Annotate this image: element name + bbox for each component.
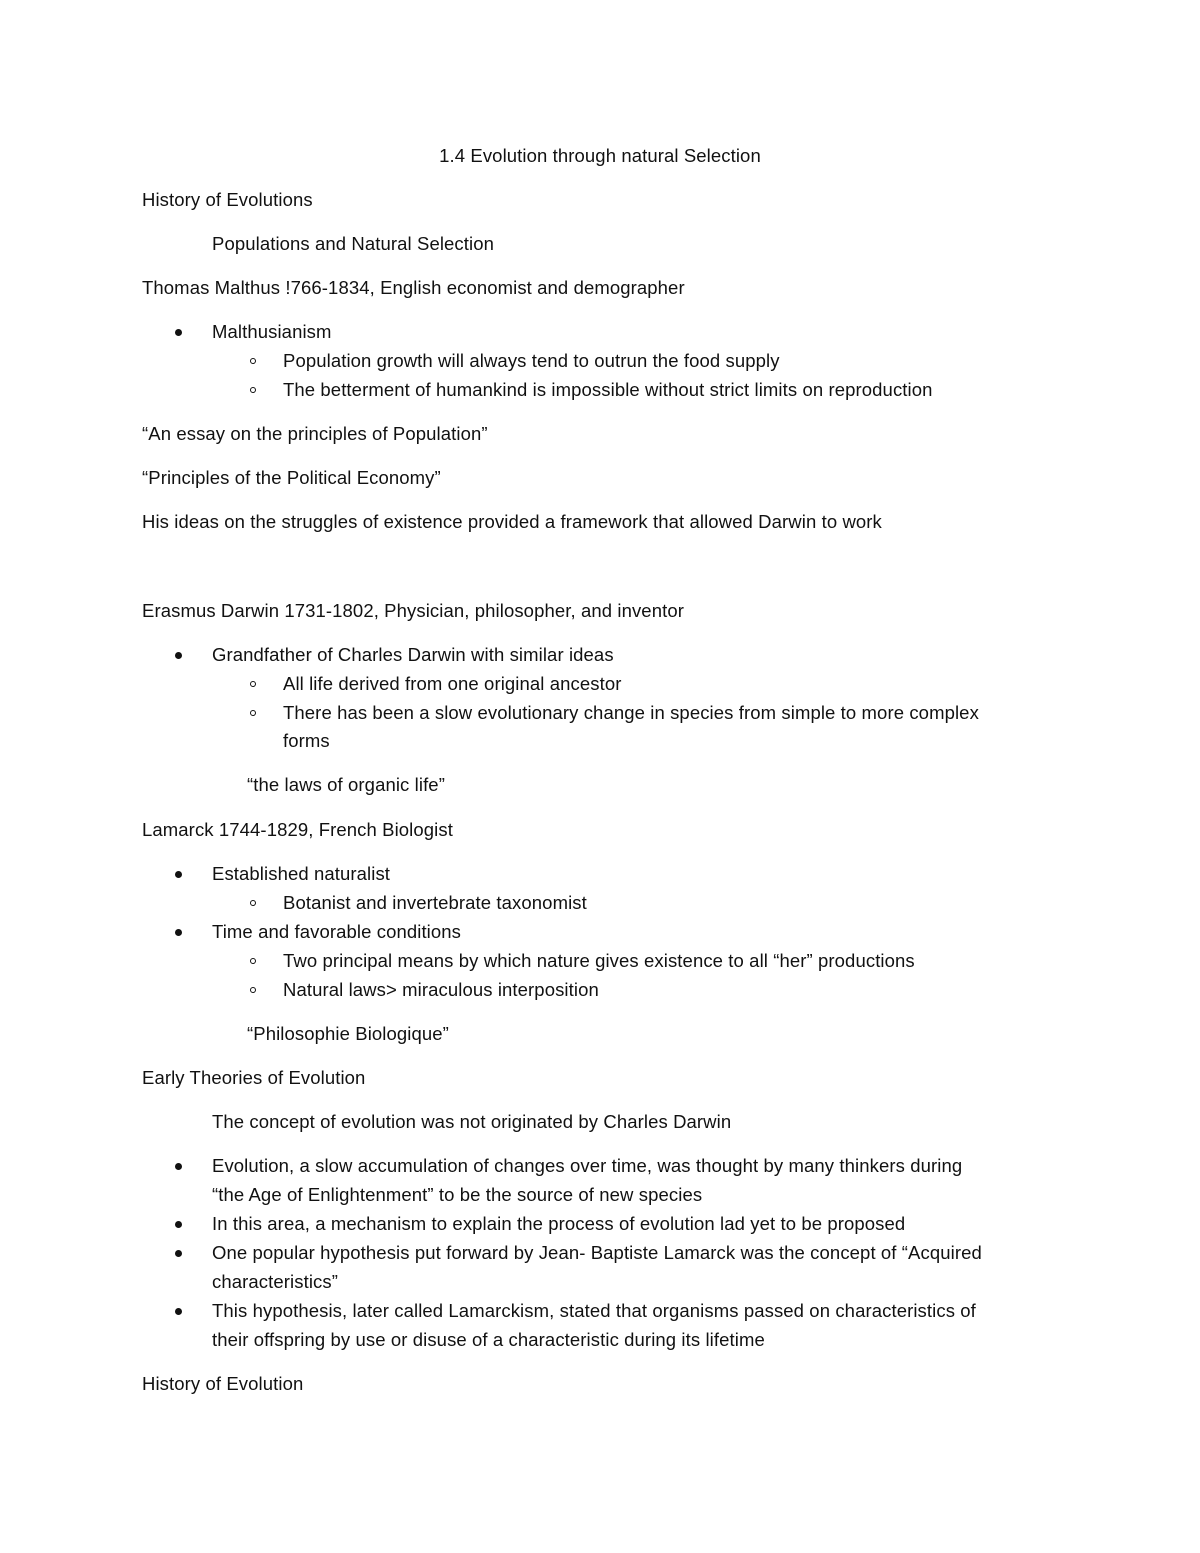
sub-bullet-icon (250, 987, 256, 993)
page-title: 1.4 Evolution through natural Selection (439, 145, 761, 166)
populations-subheading: Populations and Natural Selection (212, 233, 495, 254)
bullet-icon (175, 929, 182, 936)
sub-bullet-icon (250, 900, 256, 906)
malthus-work-2: “Principles of the Political Economy” (142, 467, 441, 488)
early-bullet-1-line-2: “the Age of Enlightenment” to be the source of new species (212, 1184, 703, 1205)
final-heading: History of Evolution (142, 1373, 304, 1394)
malthus-sub-2: The betterment of humankind is impossible without strict limits on reproduction (283, 379, 933, 400)
erasmus-bullet: Grandfather of Charles Darwin with similar ideas (212, 644, 614, 665)
malthus-work-1: “An essay on the principles of Population” (142, 423, 488, 444)
malthus-sub-1: Population growth will always tend to outrun the food supply (283, 350, 780, 371)
lamarck-heading: Lamarck 1744-1829, French Biologist (142, 819, 453, 840)
erasmus-sub-2-line-1: There has been a slow evolutionary change in species from simple to more complex (283, 702, 979, 723)
history-heading: History of Evolutions (142, 189, 313, 210)
early-bullet-4-line-1: This hypothesis, later called Lamarckism, stated that organisms passed on characteristics of (212, 1300, 976, 1321)
early-bullet-2: In this area, a mechanism to explain the process of evolution lad yet to be proposed (212, 1213, 906, 1234)
bullet-icon (175, 329, 182, 336)
early-bullet-3-line-1: One popular hypothesis put forward by Jean- Baptiste Lamarck was the concept of “Acquired (212, 1242, 982, 1263)
early-bullet-4-line-2: their offspring by use or disuse of a characteristic during its lifetime (212, 1329, 765, 1350)
early-bullet-3-line-2: characteristics” (212, 1271, 338, 1292)
malthus-summary: His ideas on the struggles of existence provided a framework that allowed Darwin to work (142, 511, 882, 532)
lamarck-bullet-1: Established naturalist (212, 863, 391, 884)
bullet-icon (175, 652, 182, 659)
sub-bullet-icon (250, 681, 256, 687)
early-heading: Early Theories of Evolution (142, 1067, 366, 1088)
bullet-icon (175, 1163, 182, 1170)
lamarck-bullet-2: Time and favorable conditions (212, 921, 462, 942)
lamarck-bullet-1-sub: Botanist and invertebrate taxonomist (283, 892, 587, 913)
erasmus-heading: Erasmus Darwin 1731-1802, Physician, philosopher, and inventor (142, 600, 684, 621)
erasmus-sub-2-line-2: forms (283, 730, 330, 751)
sub-bullet-icon (250, 358, 256, 364)
malthus-bullet: Malthusianism (212, 321, 332, 342)
bullet-icon (175, 1250, 182, 1257)
early-bullet-1-line-1: Evolution, a slow accumulation of changes over time, was thought by many thinkers during (212, 1155, 963, 1176)
sub-bullet-icon (250, 958, 256, 964)
early-intro: The concept of evolution was not originated by Charles Darwin (212, 1111, 732, 1132)
malthus-heading: Thomas Malthus !766-1834, English economist and demographer (142, 277, 685, 298)
bullet-icon (175, 1221, 182, 1228)
sub-bullet-icon (250, 710, 256, 716)
erasmus-work: “the laws of organic life” (247, 774, 445, 795)
erasmus-sub-1: All life derived from one original ancestor (283, 673, 622, 694)
sub-bullet-icon (250, 387, 256, 393)
lamarck-bullet-2-sub-1: Two principal means by which nature gives existence to all “her” productions (283, 950, 915, 971)
bullet-icon (175, 871, 182, 878)
lamarck-bullet-2-sub-2: Natural laws> miraculous interposition (283, 979, 599, 1000)
bullet-icon (175, 1308, 182, 1315)
lamarck-work: “Philosophie Biologique” (247, 1023, 449, 1044)
